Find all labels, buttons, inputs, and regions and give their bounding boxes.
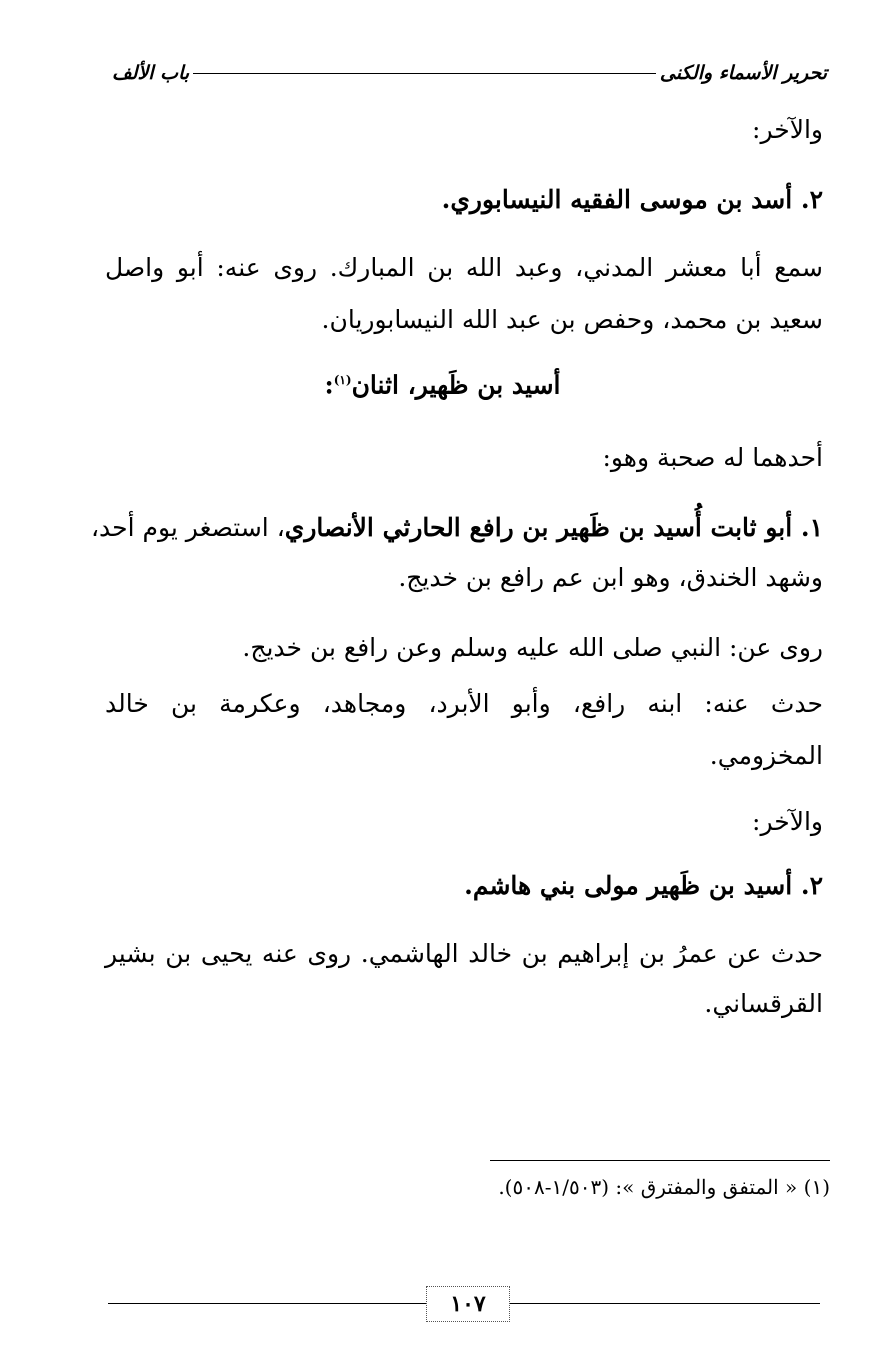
- entry-heading: ٢. أسيد بن ظَهير مولى بني هاشم.: [464, 871, 823, 900]
- footer-rule-left: [108, 1303, 426, 1304]
- section-heading: [0, 360, 885, 405]
- paragraph-line: وشهد الخندق، وهو ابن عم رافع بن خديج.: [398, 563, 823, 592]
- paragraph-line: والآخر:: [752, 807, 823, 836]
- paragraph-line: سمع أبا معشر المدني، وعبد الله بن المبارك. روى عنه: أبو واصل: [105, 253, 823, 282]
- section-heading-colon: :: [324, 370, 334, 400]
- entry-name: ١. أبو ثابت أُسيد بن ظَهير بن رافع الحارثي الأنصاري: [284, 513, 823, 542]
- paragraph-line: أحدهما له صحبة وهو:: [602, 443, 823, 472]
- footnote-ref: (١): [333, 373, 352, 387]
- header-rule: [193, 73, 656, 74]
- entry-heading-line: [90, 508, 823, 548]
- section-heading-text: أسيد بن ظَهير، اثنان: [351, 370, 561, 400]
- paragraph-line: والآخر:: [752, 115, 823, 144]
- paragraph-line: روى عن: النبي صلى الله عليه وسلم وعن رافع بن خديج.: [242, 633, 823, 662]
- section-title: باب الألف: [112, 62, 190, 84]
- page-number: ١٠٧: [426, 1286, 510, 1322]
- paragraph-line: القرقساني.: [704, 989, 823, 1018]
- entry-heading: ٢. أسد بن موسى الفقيه النيسابوري.: [441, 185, 823, 214]
- footnote-divider: [490, 1160, 830, 1161]
- footer-rule-right: [510, 1303, 820, 1304]
- entry-text: ، استصغر يوم أحد،: [90, 513, 285, 542]
- paragraph-line: سعيد بن محمد، وحفص بن عبد الله النيسابوريان.: [321, 305, 823, 334]
- paragraph-line: حدث عن عمرُ بن إبراهيم بن خالد الهاشمي. روى عنه يحيى بن بشير: [105, 939, 823, 968]
- running-header: [112, 58, 827, 88]
- book-title: تحرير الأسماء والكنى: [659, 62, 827, 84]
- paragraph-line: المخزومي.: [709, 741, 823, 770]
- paragraph-line: حدث عنه: ابنه رافع، وأبو الأبرد، ومجاهد، وعكرمة بن خالد: [105, 689, 823, 718]
- footnote: (١) « المتفق والمفترق »: (١/٥٠٣-٥٠٨).: [498, 1175, 830, 1199]
